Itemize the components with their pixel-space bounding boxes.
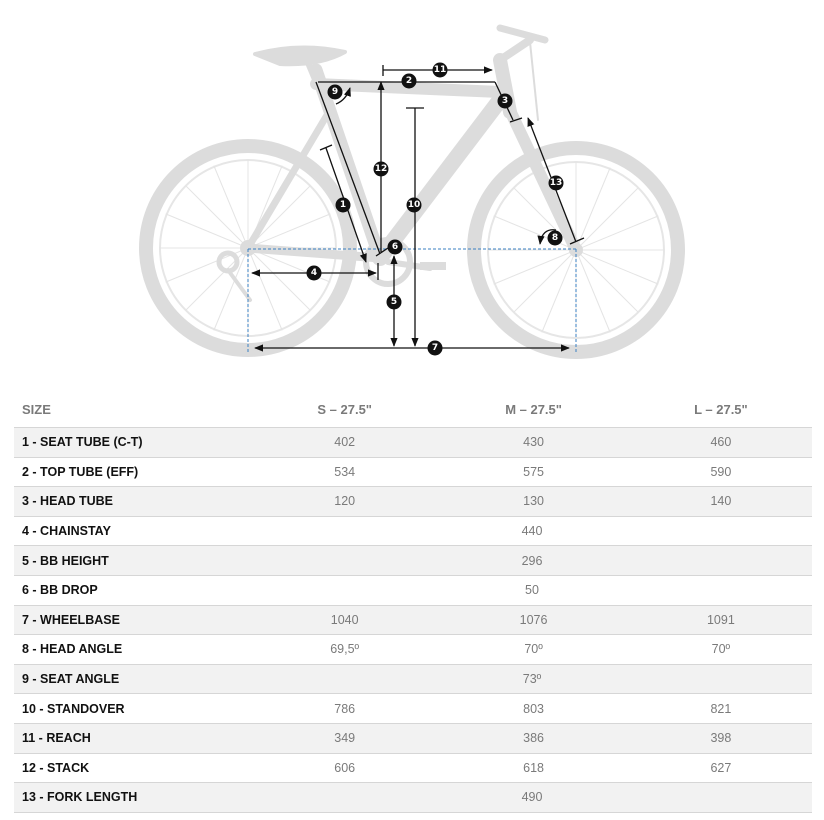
row-value-m: 575 (437, 457, 629, 487)
marker-11 (433, 63, 448, 78)
row-label: 1 - SEAT TUBE (C-T) (14, 428, 252, 458)
row-label: 2 - TOP TUBE (EFF) (14, 457, 252, 487)
row-value-all-sizes: 490 (252, 783, 812, 813)
row-value-s: 349 (252, 723, 437, 753)
table-row (14, 753, 812, 783)
row-label: 11 - REACH (14, 723, 252, 753)
row-value-l: 590 (630, 457, 812, 487)
row-value-m: 386 (437, 723, 629, 753)
row-value-s: 120 (252, 487, 437, 517)
row-label: 10 - STANDOVER (14, 694, 252, 724)
table-row (14, 546, 812, 576)
row-value-s: 786 (252, 694, 437, 724)
row-label: 13 - FORK LENGTH (14, 783, 252, 813)
marker-2 (402, 74, 417, 89)
table-body (14, 428, 812, 813)
row-value-m: 803 (437, 694, 629, 724)
table-row (14, 783, 812, 813)
svg-text:13: 13 (549, 178, 563, 188)
marker-12 (374, 162, 389, 177)
table-row (14, 694, 812, 724)
row-value-m: 618 (437, 753, 629, 783)
size-header: SIZE (22, 402, 51, 417)
svg-text:9: 9 (331, 87, 339, 97)
row-value-l: 821 (630, 694, 812, 724)
row-value-l: 398 (630, 723, 812, 753)
marker-4 (307, 266, 322, 281)
row-value-m: 130 (437, 487, 629, 517)
row-value-l: 1091 (630, 605, 812, 635)
table-row (14, 487, 812, 517)
table-row (14, 428, 812, 458)
row-value-all-sizes: 73º (252, 664, 812, 694)
table-row (14, 457, 812, 487)
marker-3 (498, 94, 513, 109)
row-value-s: 402 (252, 428, 437, 458)
svg-text:10: 10 (407, 200, 421, 210)
svg-text:11: 11 (433, 65, 447, 75)
svg-text:7: 7 (431, 343, 439, 353)
table-header-row (14, 392, 812, 428)
marker-8 (548, 231, 563, 246)
marker-9 (328, 85, 343, 100)
geometry-table (14, 392, 812, 813)
row-value-l: 460 (630, 428, 812, 458)
row-value-l: 70º (630, 635, 812, 665)
marker-7 (428, 341, 443, 356)
row-value-s: 1040 (252, 605, 437, 635)
table-row (14, 664, 812, 694)
svg-text:12: 12 (374, 164, 388, 174)
row-value-m: 1076 (437, 605, 629, 635)
column-header-s: S – 27.5" (317, 402, 372, 417)
row-value-s: 606 (252, 753, 437, 783)
svg-text:6: 6 (391, 242, 399, 252)
row-label: 4 - CHAINSTAY (14, 516, 252, 546)
marker-6 (388, 240, 403, 255)
row-value-m: 430 (437, 428, 629, 458)
row-label: 7 - WHEELBASE (14, 605, 252, 635)
row-value-s: 69,5º (252, 635, 437, 665)
svg-text:4: 4 (310, 268, 318, 278)
svg-text:1: 1 (339, 200, 347, 210)
marker-1 (336, 198, 351, 213)
row-value-all-sizes: 296 (252, 546, 812, 576)
marker-5 (387, 295, 402, 310)
table-row (14, 575, 812, 605)
row-value-all-sizes: 50 (252, 575, 812, 605)
table-row (14, 723, 812, 753)
row-value-l: 140 (630, 487, 812, 517)
svg-text:3: 3 (501, 96, 509, 106)
row-label: 5 - BB HEIGHT (14, 546, 252, 576)
column-header-l: L – 27.5" (694, 402, 748, 417)
marker-13 (549, 176, 564, 191)
dimension-markers (307, 63, 564, 356)
table-row (14, 605, 812, 635)
row-label: 9 - SEAT ANGLE (14, 664, 252, 694)
row-label: 8 - HEAD ANGLE (14, 635, 252, 665)
row-label: 12 - STACK (14, 753, 252, 783)
row-value-all-sizes: 440 (252, 516, 812, 546)
svg-text:8: 8 (551, 233, 559, 243)
row-value-l: 627 (630, 753, 812, 783)
table-row (14, 516, 812, 546)
row-value-s: 534 (252, 457, 437, 487)
marker-10 (407, 198, 422, 213)
row-value-m: 70º (437, 635, 629, 665)
svg-text:5: 5 (390, 297, 398, 307)
svg-text:2: 2 (405, 76, 413, 86)
bike-illustration (0, 0, 824, 380)
bike-geometry-diagram (0, 0, 824, 380)
row-label: 3 - HEAD TUBE (14, 487, 252, 517)
table-row (14, 635, 812, 665)
row-label: 6 - BB DROP (14, 575, 252, 605)
column-header-m: M – 27.5" (505, 402, 562, 417)
